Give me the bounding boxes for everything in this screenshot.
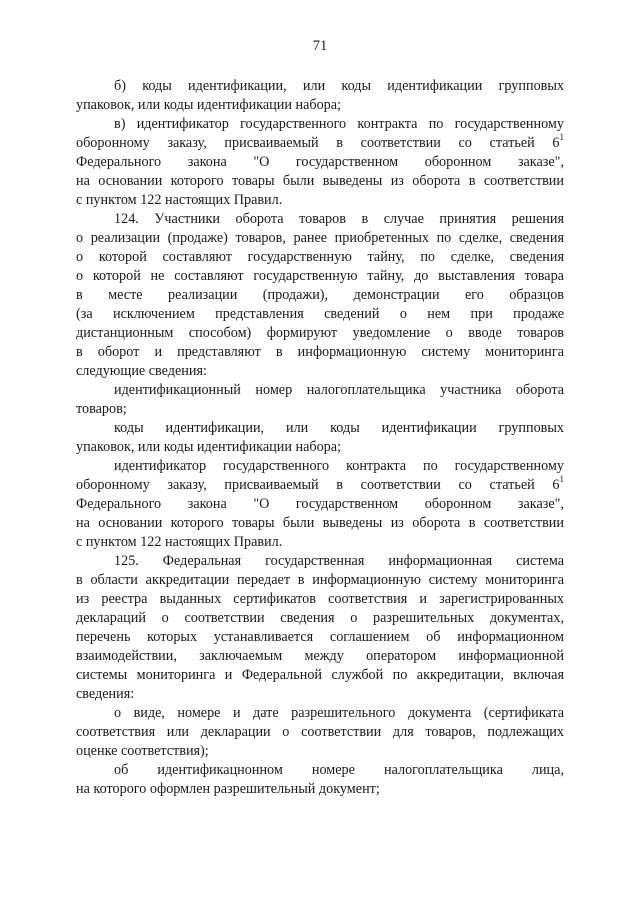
paragraph	[76, 77, 564, 115]
text-line: о реализации (продаже) товаров, ранее приобретенных по сделке, сведения	[76, 230, 564, 246]
paragraph	[76, 381, 564, 419]
paragraph	[76, 704, 564, 761]
text-line: 125. Федеральная государственная информационная система	[114, 553, 564, 569]
text-line: оценке соответствия);	[76, 743, 209, 759]
text-line: упаковок, или коды идентификации набора;	[76, 439, 342, 455]
paragraph	[76, 419, 564, 457]
paragraph	[76, 115, 564, 210]
text-line: о виде, номере и дате разрешительного документа (сертификата	[114, 705, 564, 721]
text-line: системы мониторинга и Федеральной службой по аккредитации, включая	[76, 667, 564, 683]
text-line: 124. Участники оборота товаров в случае принятия решения	[114, 211, 564, 227]
text-line: соответствия или декларации о соответствии для товаров, подлежащих	[76, 724, 564, 740]
text-line: на которого оформлен разрешительный документ;	[76, 781, 380, 797]
text-line: перечень которых устанавливается соглашением об информационном	[76, 629, 564, 645]
text-line: о которой не составляют государственную тайну, до выставления товара	[76, 268, 564, 284]
text-line: на основании которого товары были выведены из оборота в соответствии	[76, 173, 564, 189]
page-number: 71	[312, 38, 328, 54]
text-line: оборонному заказу, присваиваемый в соответствии со статьей $6^1$	[76, 132, 564, 151]
text-line: коды идентификации, или коды идентификации групповых	[114, 420, 564, 436]
text-line: о которой составляют государственную тайну, по сделке, сведения	[76, 249, 564, 265]
text-line: следующие сведения:	[76, 363, 207, 379]
text-line: с пунктом 122 настоящих Правил.	[76, 192, 283, 208]
text-line: дистанционным способом) формируют уведомление о вводе товаров	[76, 325, 564, 341]
paragraph	[76, 552, 564, 704]
text-line: в месте реализации (продажи), демонстрации его образцов	[76, 287, 564, 303]
text-line: Федерального закона "О государственном оборонном заказе",	[76, 496, 564, 512]
paragraph	[76, 457, 564, 552]
superscript: 1	[559, 474, 564, 485]
text-line: в) идентификатор государственного контракта по государственному	[114, 116, 564, 132]
text-line: оборонному заказу, присваиваемый в соответствии со статьей $6^1$	[76, 474, 564, 493]
paragraph	[76, 761, 564, 799]
text-line: идентификатор государственного контракта по государственному	[114, 458, 564, 474]
text-line: в области аккредитации передает в информационную систему мониторинга	[76, 572, 564, 588]
text-line: Федерального закона "О государственном оборонном заказе",	[76, 154, 564, 170]
text-line: идентификационный номер налогоплательщика участника оборота	[114, 382, 564, 398]
text-line: взаимодействии, заключаемым между оператором информационной	[76, 648, 564, 664]
text-line: деклараций о соответствии сведения о разрешительных документах,	[76, 610, 564, 626]
text-line: из реестра выданных сертификатов соответствия и зарегистрированных	[76, 591, 564, 607]
paragraph	[76, 210, 564, 381]
text-line: сведения:	[76, 686, 135, 702]
text-line: об идентификацнонном номере налогоплательщика лица,	[114, 762, 564, 778]
text-line: в оборот и представляют в информационную систему мониторинга	[76, 344, 564, 360]
text-line: б) коды идентификации, или коды идентификации групповых	[114, 78, 564, 94]
superscript: 1	[559, 132, 564, 143]
text-line: товаров;	[76, 401, 127, 417]
text-line: упаковок, или коды идентификации набора;	[76, 97, 342, 113]
text-line: на основании которого товары были выведены из оборота в соответствии	[76, 515, 564, 531]
text-line: (за исключением представления сведений о нем при продаже	[76, 306, 564, 322]
text-line: с пунктом 122 настоящих Правил.	[76, 534, 283, 550]
document-body	[76, 77, 564, 799]
